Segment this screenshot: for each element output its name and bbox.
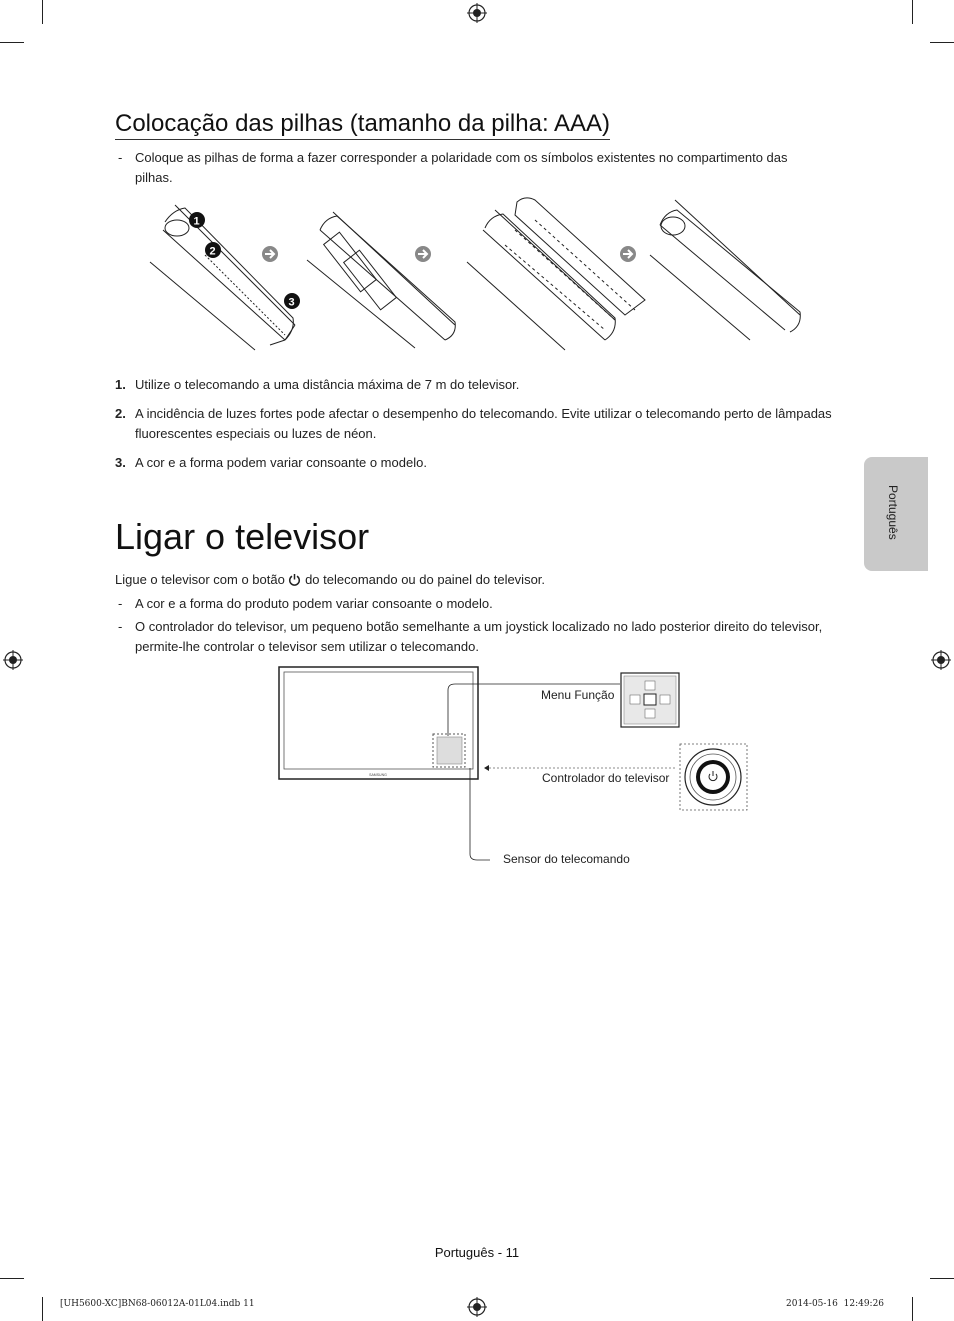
list-item: A cor e a forma podem variar consoante o modelo. (135, 455, 427, 470)
language-side-tab (864, 457, 928, 571)
list-number: 1. (115, 377, 126, 392)
registration-mark-icon (467, 1297, 487, 1317)
bullet-item-cont: permite-lhe controlar o televisor sem utilizar o telecomando. (135, 639, 479, 654)
page-footer: Português - 11 (434, 1245, 520, 1260)
remote-step-2 (307, 212, 455, 348)
controller-label: Controlador do televisor (542, 771, 670, 785)
list-item: A incidência de luzes fortes pode afectar o desempenho do telecomando. Evite utilizar o telecomando perto de lâmpadas (135, 406, 832, 421)
tv-controller-joystick (680, 744, 747, 810)
crop-mark (912, 0, 913, 24)
power-intro-a: Ligue o televisor com o botão (115, 572, 285, 587)
print-slug-right: 2014-05-16 ￼￼ 12:49:26 (786, 1299, 885, 1309)
remote-step-1 (150, 205, 295, 350)
power-intro (115, 570, 545, 590)
registration-mark-icon (467, 3, 487, 23)
crop-mark (912, 1297, 913, 1321)
next-arrow-icon (262, 246, 278, 262)
bullet-item: O controlador do televisor, um pequeno botão semelhante a um joystick localizado no lado posterior direito do televisor, (135, 619, 823, 634)
brand-logo: SAMSUNG (369, 773, 387, 777)
remote-step-3 (467, 198, 645, 350)
list-number: 2. (115, 406, 126, 421)
crop-mark (930, 42, 954, 43)
crop-mark (930, 1278, 954, 1279)
step-number: 1 (193, 215, 200, 228)
battery-note-cont: pilhas. (135, 170, 173, 185)
registration-mark-icon (3, 650, 23, 670)
step-number: 2 (209, 245, 216, 258)
step-number: 3 (288, 296, 295, 309)
bullet-dash: - (118, 619, 123, 634)
next-arrow-icon (415, 246, 431, 262)
bullet-dash: - (118, 150, 123, 165)
crop-mark (42, 1297, 43, 1321)
next-arrow-icon (620, 246, 636, 262)
list-item-cont: fluorescentes especiais ou luzes de néon. (135, 426, 377, 441)
remote-step-4 (650, 200, 800, 340)
sensor-label: Sensor do telecomando (503, 852, 630, 866)
crop-mark (0, 1278, 24, 1279)
registration-mark-icon (931, 650, 951, 670)
section-title-power-on: Ligar o televisor (115, 516, 370, 557)
menu-function-label: Menu Função (541, 688, 615, 702)
power-icon (288, 573, 301, 586)
list-number: 3. (115, 455, 126, 470)
crop-mark (0, 42, 24, 43)
bullet-dash: - (118, 596, 123, 611)
battery-installation-illustration (145, 190, 815, 360)
language-tab-label: Português (886, 485, 900, 540)
menu-function-panel (621, 673, 679, 727)
tv-controller-diagram (275, 664, 755, 874)
section-title-batteries: Colocação das pilhas (tamanho da pilha: AAA) (115, 110, 610, 140)
battery-note: Coloque as pilhas de forma a fazer corresponder a polaridade com os símbolos existentes no compartimento das (135, 150, 788, 165)
crop-mark (42, 0, 43, 24)
print-slug-left: [UH5600-XC]BN68-06012A-01L04.indb 11 (60, 1299, 255, 1309)
power-intro-b: do telecomando ou do painel do televisor. (305, 572, 546, 587)
bullet-item: A cor e a forma do produto podem variar consoante o modelo. (135, 596, 493, 611)
list-item: Utilize o telecomando a uma distância máxima de 7 m do televisor. (135, 377, 520, 392)
